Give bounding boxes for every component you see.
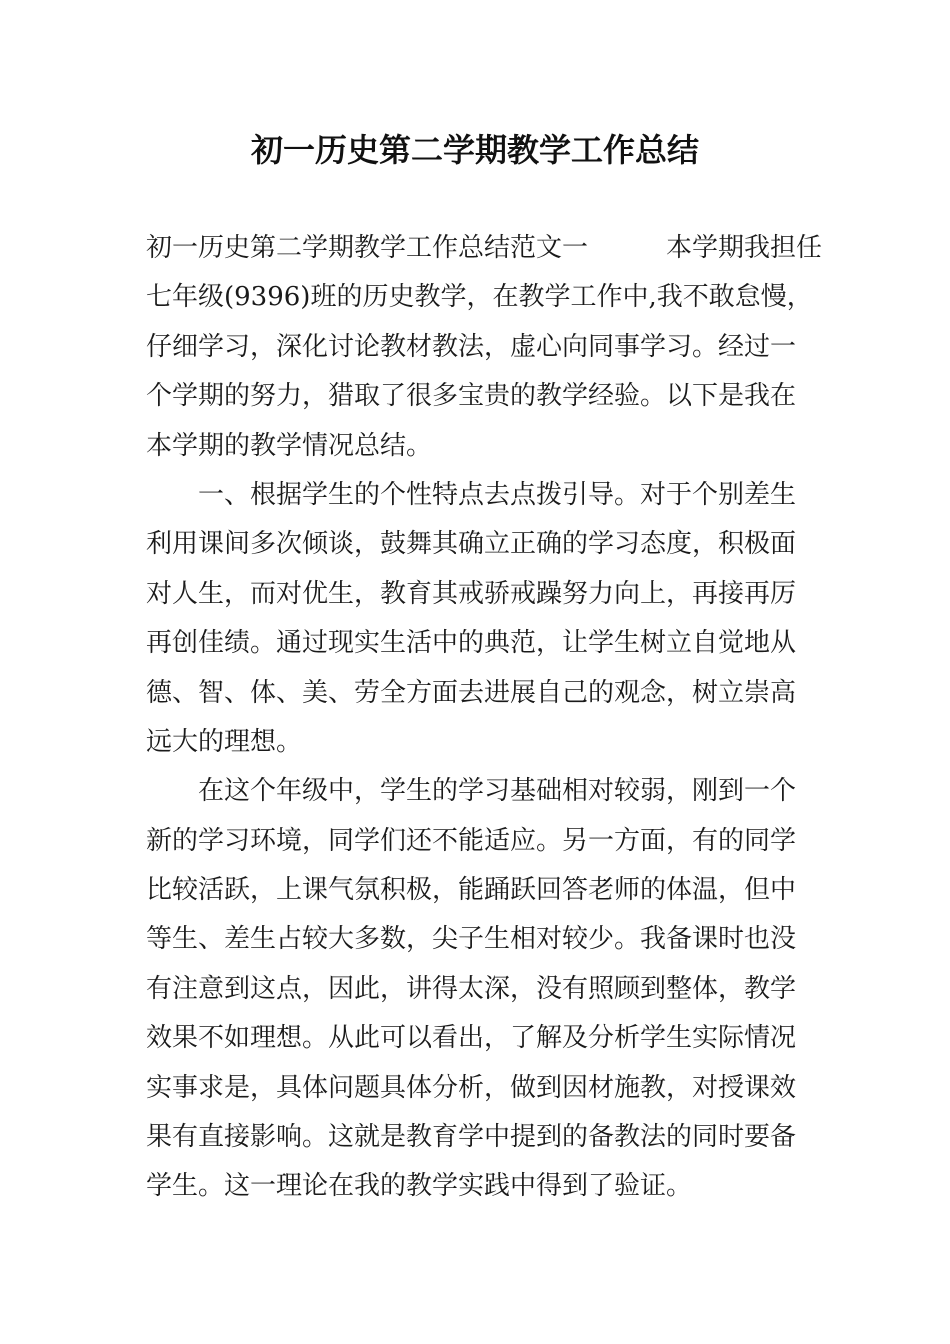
- document-body: [146, 224, 823, 1212]
- body-line: 本学期的教学情况总结。: [146, 430, 433, 461]
- body-line: 等生、差生占较大多数，尖子生相对较少。我备课时也没: [146, 924, 797, 955]
- body-line: 个学期的努力，猎取了很多宝贵的教学经验。以下是我在: [146, 381, 797, 412]
- body-line: 再创佳绩。通过现实生活中的典范，让学生树立自觉地从: [146, 628, 797, 659]
- body-line: 一、根据学生的个性特点去点拨引导。对于个别差生: [146, 479, 797, 510]
- body-line: 对人生，而对优生，教育其戒骄戒躁努力向上，再接再厉: [146, 578, 797, 609]
- body-line: 初一历史第二学期教学工作总结范文一 本学期我担任: [146, 233, 823, 263]
- body-line: 效果不如理想。从此可以看出，了解及分析学生实际情况: [146, 1023, 797, 1054]
- body-line: 有注意到这点，因此，讲得太深，没有照顾到整体，教学: [146, 973, 797, 1004]
- body-line: 仔细学习，深化讨论教材教法，虚心向同事学习。经过一: [146, 331, 797, 362]
- body-line: 七年级(9396)班的历史教学，在教学工作中,我不敢怠慢，: [146, 282, 813, 313]
- body-line: 利用课间多次倾谈，鼓舞其确立正确的学习态度，积极面: [146, 529, 797, 560]
- document-title: 初一历史第二学期教学工作总结: [250, 131, 699, 169]
- body-line: 在这个年级中，学生的学习基础相对较弱，刚到一个: [146, 776, 797, 807]
- body-line: 新的学习环境，同学们还不能适应。另一方面，有的同学: [146, 825, 797, 856]
- body-line: 远大的理想。: [146, 726, 303, 757]
- body-line: 德、智、体、美、劳全方面去进展自己的观念，树立崇高: [146, 677, 797, 708]
- body-line: 果有直接影响。这就是教育学中提到的备教法的同时要备: [146, 1122, 797, 1153]
- body-line: 学生。这一理论在我的教学实践中得到了验证。: [146, 1171, 693, 1202]
- body-line: 比较活跃，上课气氛积极，能踊跃回答老师的体温，但中: [146, 875, 797, 906]
- body-line: 实事求是，具体问题具体分析，做到因材施教，对授课效: [146, 1072, 797, 1103]
